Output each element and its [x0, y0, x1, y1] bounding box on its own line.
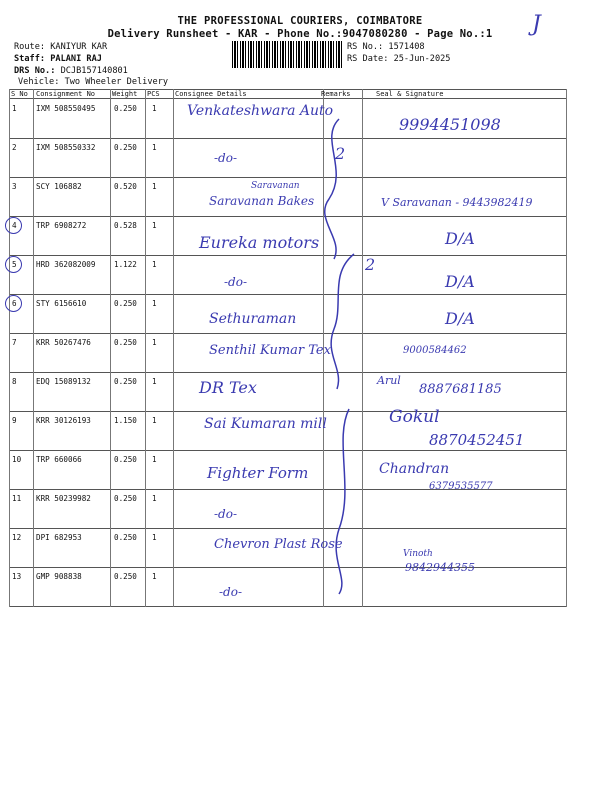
table-rule — [9, 216, 567, 217]
row-pcs: 1 — [152, 143, 157, 152]
row-pcs: 1 — [152, 494, 157, 503]
row-sno: 1 — [12, 104, 17, 113]
bracket-scribbles — [309, 109, 379, 599]
circled-serial-mark — [5, 295, 22, 312]
table-rule — [9, 411, 567, 412]
row-weight: 0.250 — [114, 104, 137, 113]
row-weight: 0.250 — [114, 533, 137, 542]
row-consignment: IXM 508550332 — [36, 143, 96, 152]
rs-number: RS No.: 1571408 — [347, 42, 425, 52]
handwritten-signature: Arul — [377, 374, 401, 387]
table-rule — [173, 89, 174, 607]
column-header-sno: S No — [11, 90, 28, 98]
row-pcs: 1 — [152, 104, 157, 113]
handwritten-consignee: Saravanan Bakes — [209, 194, 315, 208]
row-sno: 3 — [12, 182, 17, 191]
corner-handwritten-mark: J — [532, 12, 541, 37]
runsheet-subtitle: Delivery Runsheet - KAR - Phone No.:9047080280 - Page No.:1 — [107, 28, 493, 40]
row-pcs: 1 — [152, 377, 157, 386]
row-sno: 9 — [12, 416, 17, 425]
table-rule — [566, 89, 567, 607]
row-consignment: DPI 682953 — [36, 533, 82, 542]
handwritten-signature: Vinoth — [403, 549, 433, 559]
table-rule — [9, 89, 10, 607]
handwritten-consignee: Chevron Plast Rose — [214, 537, 343, 552]
table-rule — [9, 450, 567, 451]
circled-serial-mark — [5, 217, 22, 234]
row-consignment: STY 6156610 — [36, 299, 87, 308]
row-sno: 10 — [12, 455, 22, 464]
drs-number — [14, 66, 128, 76]
row-sno: 6 — [12, 299, 17, 308]
row-sno: 12 — [12, 533, 22, 542]
row-sno: 5 — [12, 260, 17, 269]
table-rule — [9, 333, 567, 334]
handwritten-phone: 6379535577 — [429, 481, 493, 492]
remarks-mark: 2 — [335, 144, 346, 163]
row-weight: 0.250 — [114, 299, 137, 308]
row-sno: 11 — [12, 494, 22, 503]
staff-label: Staff: PALANI RAJ — [14, 54, 102, 64]
row-pcs: 1 — [152, 221, 157, 230]
row-sno: 13 — [12, 572, 22, 581]
handwritten-signature: V Saravanan - 9443982419 — [381, 196, 533, 209]
table-rule — [9, 528, 567, 529]
delivered-mark: D/A — [445, 309, 475, 328]
handwritten-consignee: Senthil Kumar Tex — [209, 343, 331, 358]
handwritten-consignee: Venkateshwara Auto — [187, 103, 334, 119]
row-pcs: 1 — [152, 260, 157, 269]
handwritten-consignee: Sai Kumaran mill — [204, 416, 327, 432]
handwritten-consignee: -do- — [224, 275, 248, 289]
column-header-weight: Weight — [112, 90, 138, 98]
row-weight: 1.150 — [114, 416, 137, 425]
handwritten-consignee: -do- — [219, 585, 243, 599]
row-weight: 0.250 — [114, 377, 137, 386]
barcode — [232, 41, 342, 68]
vehicle-label: Vehicle: Two Wheeler Delivery — [18, 77, 169, 87]
row-consignment: EDQ 15089132 — [36, 377, 91, 386]
row-pcs: 1 — [152, 455, 157, 464]
table-rule — [9, 606, 567, 607]
row-weight: 0.528 — [114, 221, 137, 230]
row-consignment: IXM 508550495 — [36, 104, 96, 113]
row-pcs: 1 — [152, 416, 157, 425]
route-label: Route: KANIYUR KAR — [14, 42, 108, 52]
row-consignment: GMP 908838 — [36, 572, 82, 581]
row-consignment: KRR 30126193 — [36, 416, 91, 425]
column-header-remarks: Remarks — [321, 90, 351, 98]
rs-date: RS Date: 25-Jun-2025 — [347, 54, 451, 64]
handwritten-phone: 8870452451 — [429, 431, 525, 449]
handwritten-phone: 9000584462 — [403, 345, 467, 356]
column-header-pcs: PCS — [147, 90, 160, 98]
handwritten-phone: 8887681185 — [419, 382, 502, 397]
remarks-mark: 2 — [365, 255, 376, 274]
delivered-mark: D/A — [445, 229, 475, 248]
column-header-consignee: Consignee Details — [175, 90, 247, 98]
handwritten-phone: 9994451098 — [399, 115, 501, 134]
handwritten-consignee: -do- — [214, 151, 238, 165]
table-rule — [110, 89, 111, 607]
table-rule — [9, 177, 567, 178]
row-sno: 4 — [12, 221, 17, 230]
row-weight: 0.250 — [114, 143, 137, 152]
table-rule — [33, 89, 34, 607]
delivered-mark: D/A — [445, 272, 475, 291]
row-consignment: TRP 6908272 — [36, 221, 87, 230]
row-weight: 0.250 — [114, 455, 137, 464]
handwritten-consignee: Fighter Form — [207, 464, 309, 482]
table-rule — [9, 294, 567, 295]
table-rule — [9, 372, 567, 373]
handwritten-consignee: Eureka motors — [199, 233, 320, 252]
handwritten-consignee: Saravanan — [251, 181, 300, 191]
handwritten-consignee: -do- — [214, 507, 238, 521]
row-weight: 0.250 — [114, 338, 137, 347]
row-weight: 0.520 — [114, 182, 137, 191]
row-sno: 7 — [12, 338, 17, 347]
row-weight: 1.122 — [114, 260, 137, 269]
handwritten-signature: Chandran — [379, 461, 450, 477]
handwritten-signature: Gokul — [389, 407, 440, 427]
row-consignment: KRR 50239982 — [36, 494, 91, 503]
circled-serial-mark — [5, 256, 22, 273]
row-consignment: HRD 362082009 — [36, 260, 96, 269]
row-sno: 2 — [12, 143, 17, 152]
row-pcs: 1 — [152, 572, 157, 581]
row-weight: 0.250 — [114, 572, 137, 581]
column-header-consignment: Consignment No — [36, 90, 96, 98]
row-pcs: 1 — [152, 338, 157, 347]
table-rule — [9, 567, 567, 568]
row-sno: 8 — [12, 377, 17, 386]
table-rule — [145, 89, 146, 607]
row-pcs: 1 — [152, 299, 157, 308]
table-rule — [9, 255, 567, 256]
runsheet-title: THE PROFESSIONAL COURIERS, COIMBATORE — [177, 15, 423, 27]
handwritten-consignee: Sethuraman — [209, 311, 297, 327]
row-consignment: TRP 660066 — [36, 455, 82, 464]
handwritten-consignee: DR Tex — [199, 378, 257, 397]
column-header-signature: Seal & Signature — [376, 90, 444, 98]
runsheet-table — [9, 89, 567, 607]
row-pcs: 1 — [152, 182, 157, 191]
drs-label: DRS No.: — [14, 66, 56, 76]
table-rule — [9, 98, 567, 99]
row-consignment: KRR 50267476 — [36, 338, 91, 347]
row-consignment: SCY 106882 — [36, 182, 82, 191]
table-rule — [9, 138, 567, 139]
drs-value: DCJB157140801 — [60, 66, 128, 76]
handwritten-phone: 9842944355 — [405, 561, 475, 574]
row-pcs: 1 — [152, 533, 157, 542]
row-weight: 0.250 — [114, 494, 137, 503]
